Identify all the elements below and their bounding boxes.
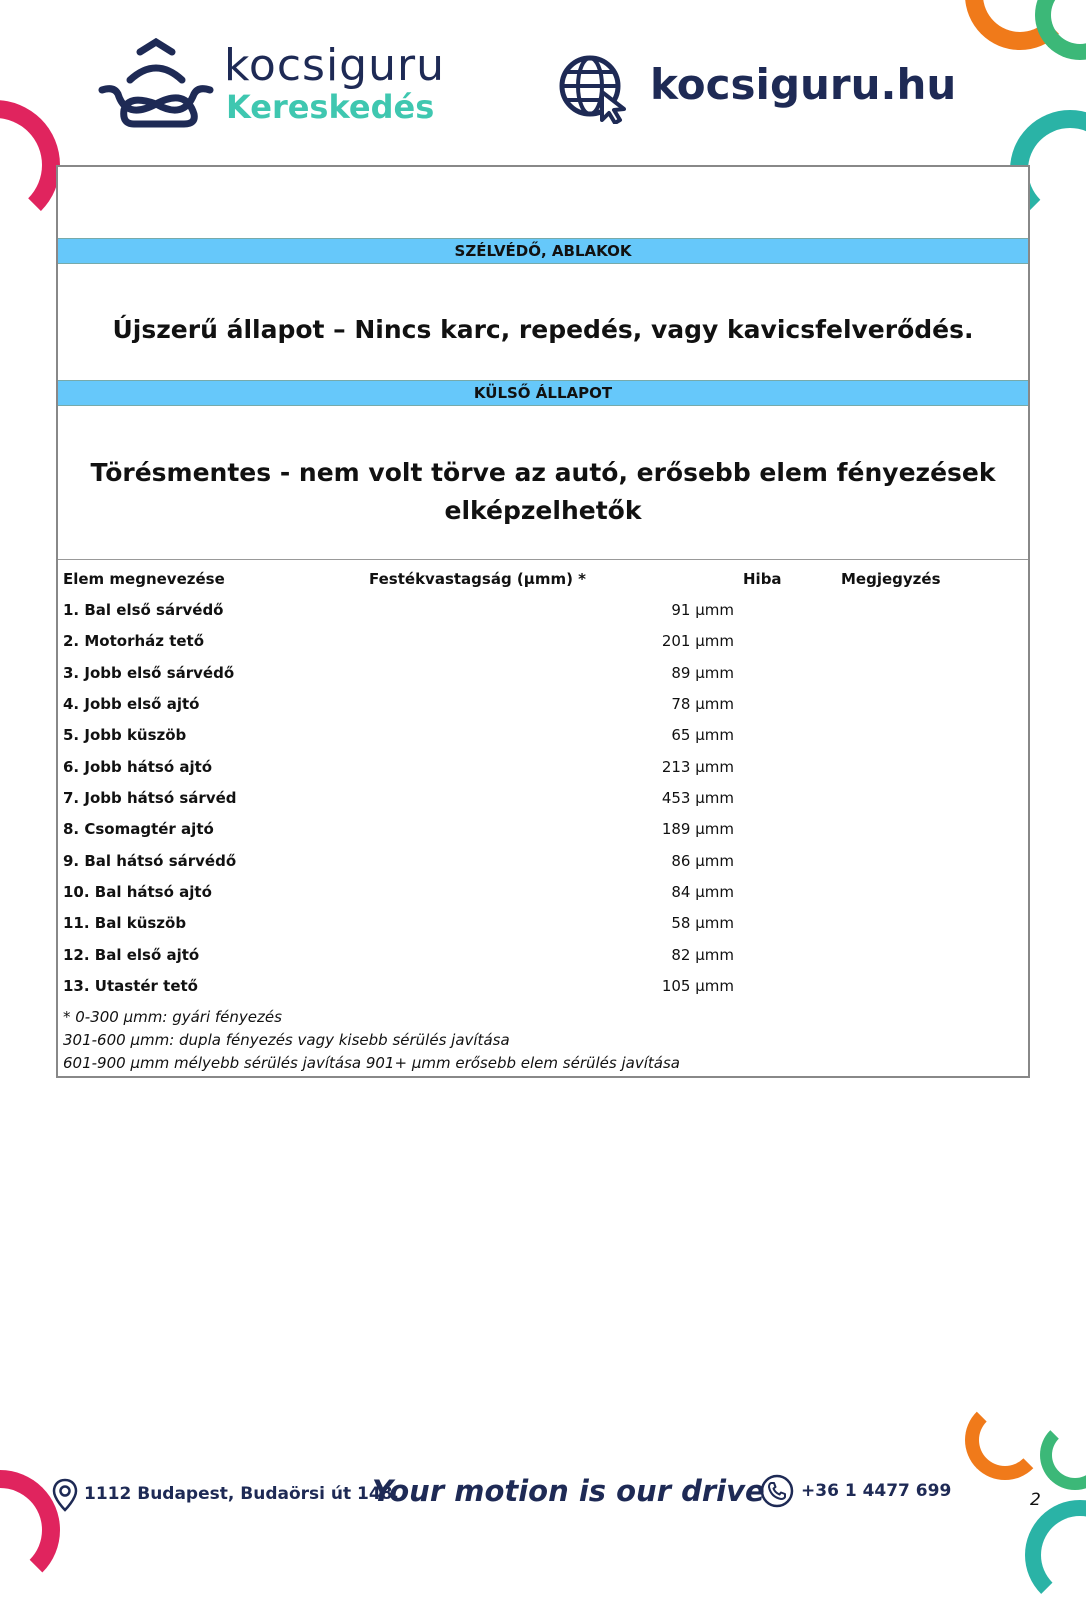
row-paint-value: 78 µmm xyxy=(671,695,734,713)
brand-subtitle: Kereskedés xyxy=(226,88,435,126)
row-element-name: 13. Utastér tető xyxy=(63,977,198,995)
legend-note: 601-900 µmm mélyebb sérülés javítása 901+ µmm erősebb elem sérülés javítása xyxy=(63,1054,680,1072)
brand-name: kocsiguru xyxy=(224,40,445,91)
row-element-name: 6. Jobb hátsó ajtó xyxy=(63,758,213,776)
row-element-name: 2. Motorház tető xyxy=(63,632,205,650)
legend-note: * 0-300 µmm: gyári fényezés xyxy=(63,1008,282,1026)
location-pin-icon xyxy=(52,1478,78,1512)
row-element-name: 10. Bal hátsó ajtó xyxy=(63,883,212,901)
column-header-paint-thickness: Festékvastagság (µmm) * xyxy=(369,570,587,588)
inspection-table xyxy=(56,165,1030,1078)
divider xyxy=(58,559,1028,560)
phone-icon xyxy=(760,1474,794,1508)
row-element-name: 9. Bal hátsó sárvédő xyxy=(63,852,237,870)
row-element-name: 5. Jobb küszöb xyxy=(63,726,187,744)
section-heading-windows: SZÉLVÉDŐ, ABLAKOK xyxy=(58,238,1028,264)
website-name: kocsiguru.hu xyxy=(650,60,957,109)
row-paint-value: 82 µmm xyxy=(671,946,734,964)
decorative-arc xyxy=(0,100,60,230)
row-element-name: 8. Csomagtér ajtó xyxy=(63,820,214,838)
kocsiguru-logo xyxy=(96,38,476,130)
globe-cursor-icon xyxy=(558,52,630,124)
row-paint-value: 86 µmm xyxy=(671,852,734,870)
footer-address: 1112 Budapest, Budaörsi út 148. xyxy=(84,1484,399,1504)
row-paint-value: 105 µmm xyxy=(661,977,734,995)
row-paint-value: 58 µmm xyxy=(671,914,734,932)
row-paint-value: 84 µmm xyxy=(671,883,734,901)
page-number: 2 xyxy=(1030,1490,1041,1510)
decorative-arc xyxy=(1025,1500,1086,1610)
decorative-arc xyxy=(1040,1420,1086,1490)
row-element-name: 7. Jobb hátsó sárvéd xyxy=(63,789,237,807)
row-paint-value: 201 µmm xyxy=(661,632,734,650)
exterior-statement-line2: elképzelhetők xyxy=(444,496,642,525)
row-paint-value: 213 µmm xyxy=(661,758,734,776)
row-paint-value: 65 µmm xyxy=(671,726,734,744)
decorative-arc xyxy=(1035,0,1086,60)
windows-statement: Újszerű állapot – Nincs karc, repedés, vagy kavicsfelverődés. xyxy=(112,315,974,344)
footer-phone: +36 1 4477 699 xyxy=(801,1481,952,1501)
website-logo xyxy=(558,52,958,124)
row-element-name: 1. Bal első sárvédő xyxy=(63,601,224,619)
kocsiguru-logo-icon xyxy=(96,38,216,130)
column-header-element: Elem megnevezése xyxy=(63,570,225,588)
footer-slogan: Your motion is our drive xyxy=(372,1474,765,1508)
row-paint-value: 89 µmm xyxy=(671,664,734,682)
row-element-name: 12. Bal első ajtó xyxy=(63,946,200,964)
exterior-statement-line1: Törésmentes - nem volt törve az autó, erősebb elem fényezések xyxy=(90,458,996,487)
row-element-name: 4. Jobb első ajtó xyxy=(63,695,200,713)
row-element-name: 3. Jobb első sárvédő xyxy=(63,664,235,682)
legend-note: 301-600 µmm: dupla fényezés vagy kisebb sérülés javítása xyxy=(63,1031,510,1049)
decorative-arc xyxy=(0,1470,60,1590)
section-heading-exterior: KÜLSŐ ÁLLAPOT xyxy=(58,380,1028,406)
row-paint-value: 91 µmm xyxy=(671,601,734,619)
row-paint-value: 453 µmm xyxy=(661,789,734,807)
decorative-arc xyxy=(965,1400,1045,1480)
row-element-name: 11. Bal küszöb xyxy=(63,914,187,932)
column-header-defect: Hiba xyxy=(743,570,782,588)
row-paint-value: 189 µmm xyxy=(661,820,734,838)
column-header-remark: Megjegyzés xyxy=(841,570,941,588)
